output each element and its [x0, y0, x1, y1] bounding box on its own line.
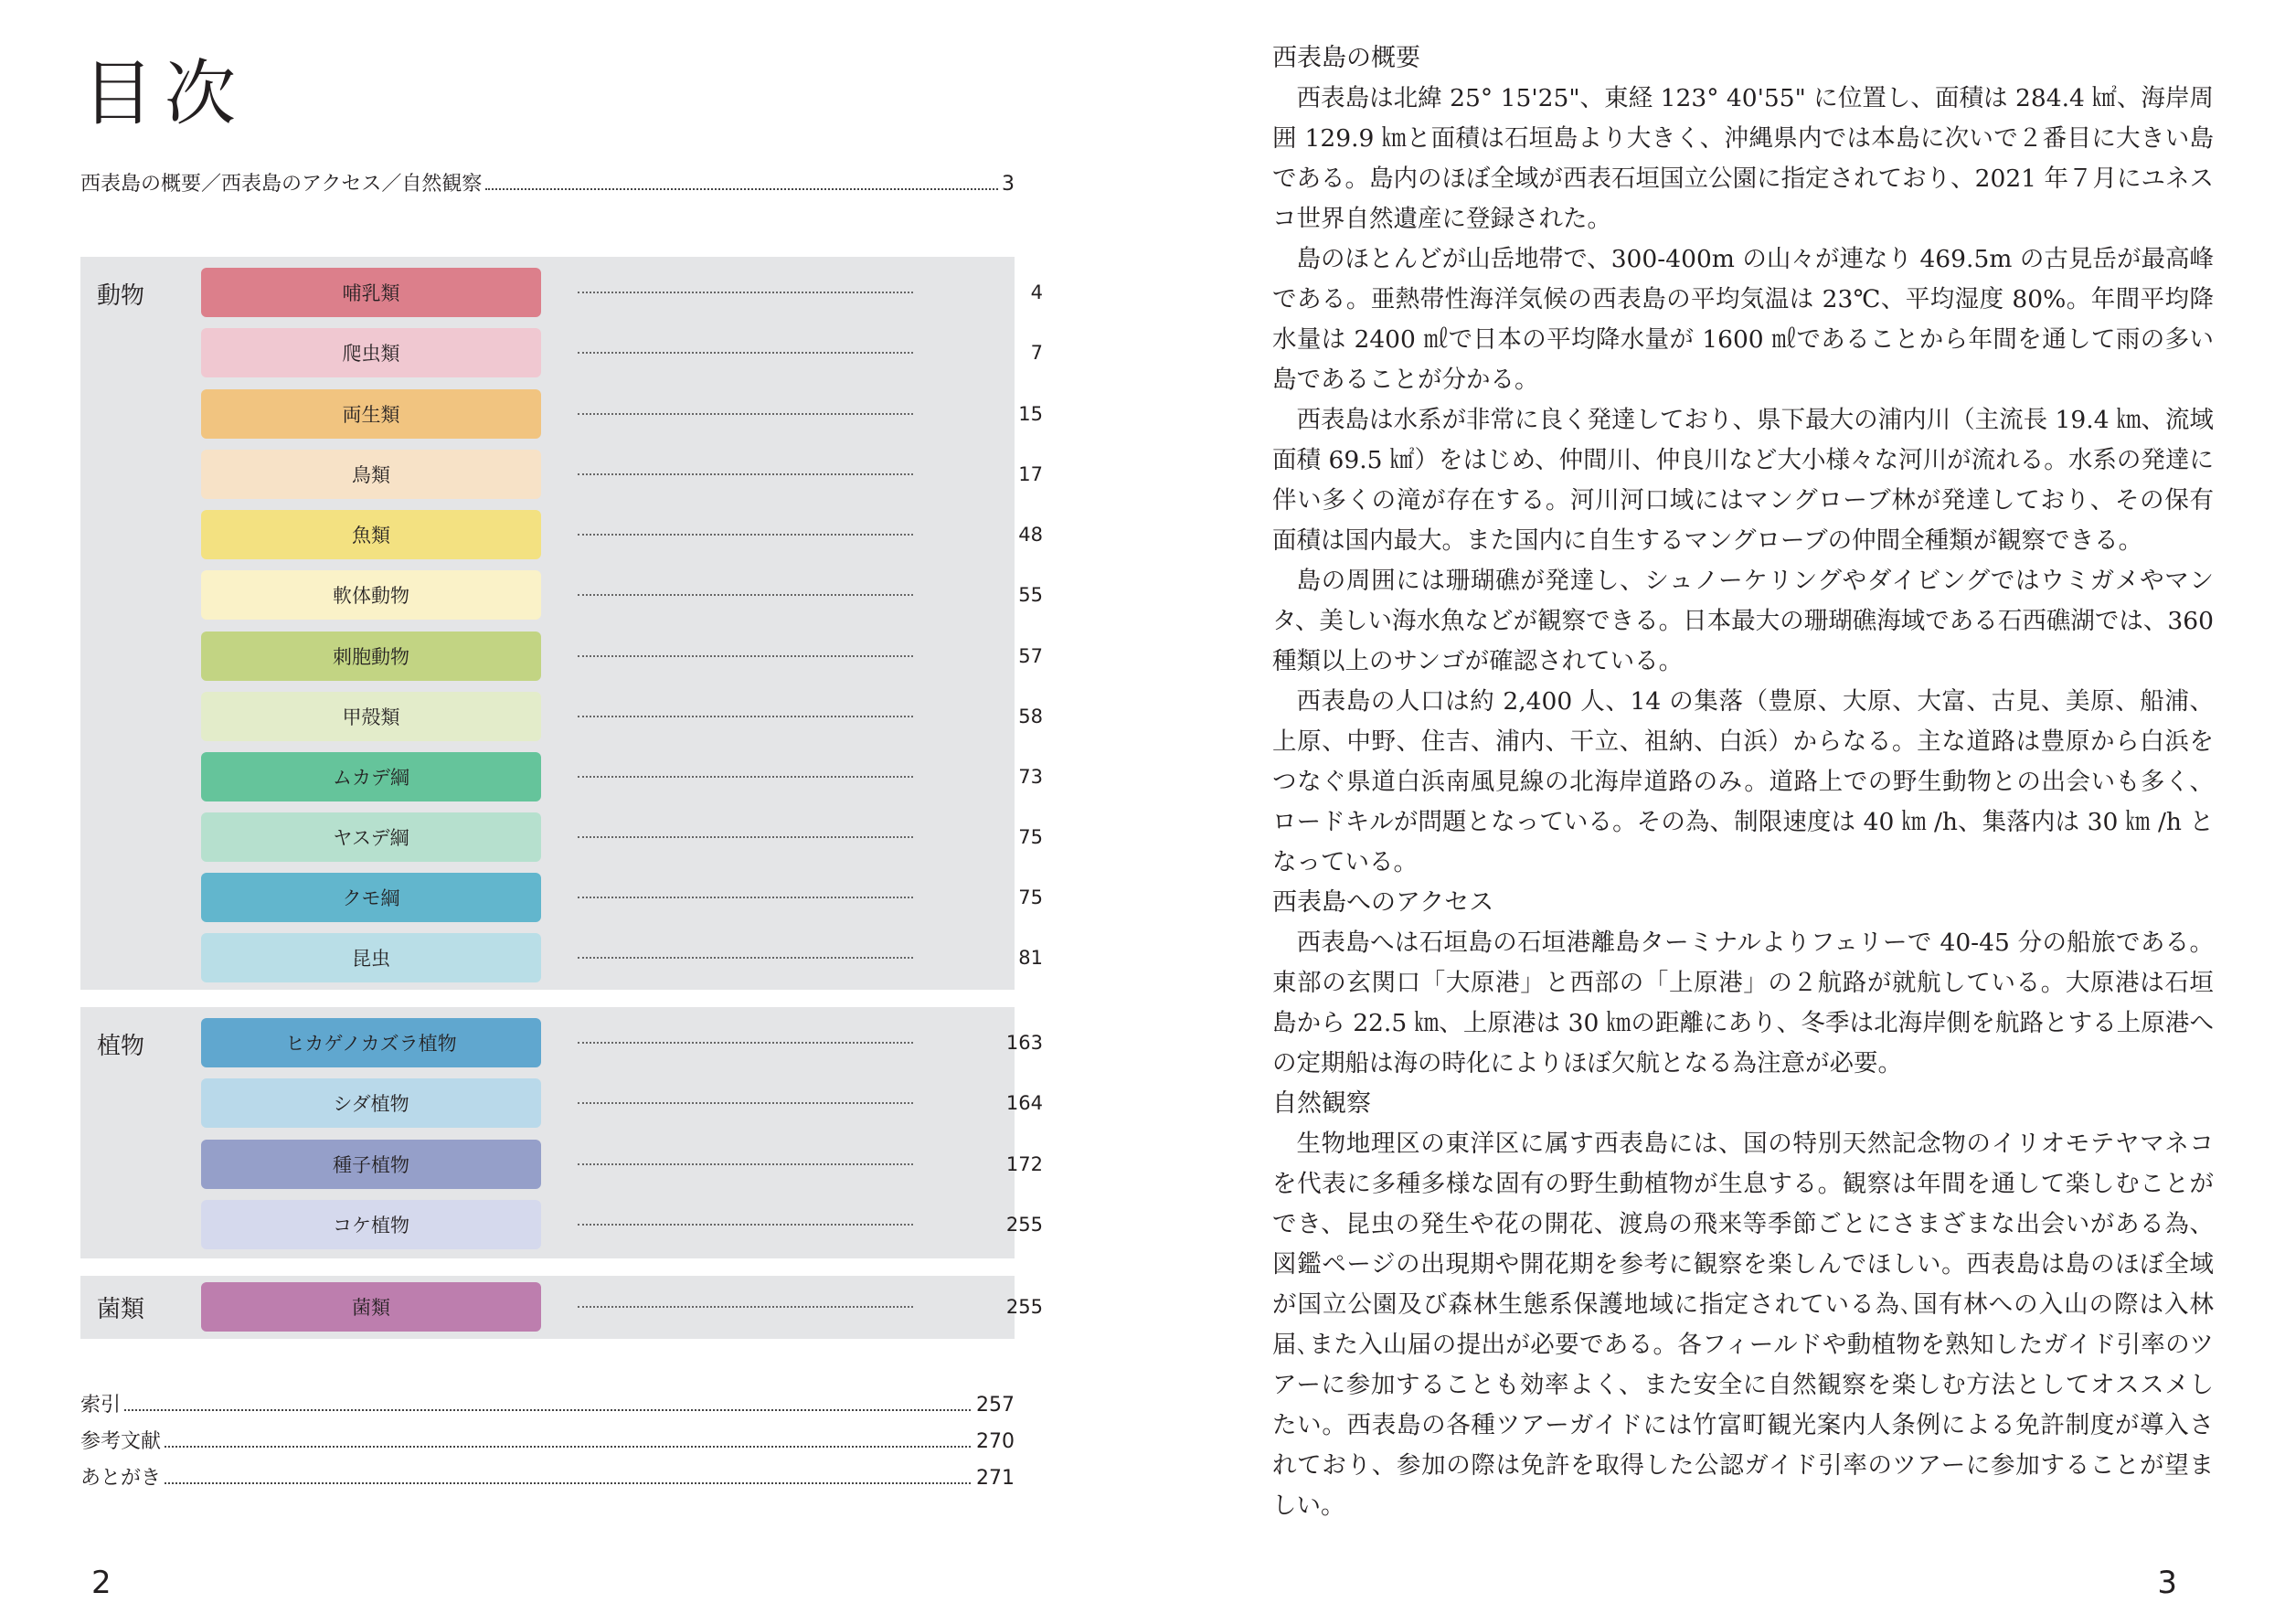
toc-row[interactable] [201, 1078, 1047, 1128]
section-heading-access: 西表島へのアクセス [1272, 888, 1494, 917]
dot-leader [578, 897, 913, 898]
dot-leader [578, 1042, 913, 1044]
page-number: 255 [1005, 1214, 1043, 1236]
page-number: 163 [1005, 1032, 1043, 1054]
group-label: 菌類 [97, 1296, 145, 1323]
toc-entry-references[interactable] [80, 1426, 1015, 1462]
toc-entry-label: あとがき [80, 1467, 162, 1490]
paragraph: 島の周囲には珊瑚礁が発達し、シュノーケリングやダイビングではウミガメやマンタ、美しい海水魚などが観察できる。日本最大の珊瑚礁海域である石西礁湖では、360 種類以上のサンゴが確認されている。 [1272, 567, 2214, 675]
page-number: 73 [1018, 766, 1043, 788]
category-chip[interactable]: 両生類 [201, 389, 541, 439]
paragraph: 西表島の人口は約 2,400 人、14 の集落（豊原、大原、大富、古見、美原、船浦、上原、中野、住吉、浦内、干立、祖納、白浜）からなる。主な道路は豊原から白浜をつなぐ県道白浜南風見線の北海岸道路のみ。道路上での野生動物との出会いも多く、ロードキルが問題となっている。その為、制限速度は 40 ㎞ /h、集落内は 30 ㎞ /h となっている。 [1272, 687, 2214, 876]
category-chip[interactable]: 軟体動物 [201, 570, 541, 620]
toc-group-plants [80, 1007, 1043, 1258]
dot-leader [485, 188, 998, 190]
page-number: 75 [1018, 826, 1043, 848]
dot-leader [578, 655, 913, 657]
group-label: 動物 [97, 282, 145, 310]
toc-row[interactable] [201, 389, 1047, 439]
toc-row[interactable] [201, 812, 1047, 862]
category-chip[interactable]: 種子植物 [201, 1140, 541, 1189]
toc-row[interactable] [201, 752, 1047, 801]
toc-entry-afterword[interactable] [80, 1462, 1015, 1499]
page-number: 58 [1018, 706, 1043, 727]
dot-leader [578, 1102, 913, 1104]
dot-leader [578, 776, 913, 778]
dot-leader [578, 836, 913, 838]
category-chip[interactable]: ヤスデ綱 [201, 812, 541, 862]
toc-entry-page: 3 [1002, 173, 1015, 196]
toc-row[interactable] [201, 1282, 1047, 1332]
category-chip[interactable]: 菌類 [201, 1282, 541, 1332]
category-chip[interactable]: クモ綱 [201, 873, 541, 922]
category-chip[interactable]: 甲殻類 [201, 692, 541, 741]
toc-group-fungi [80, 1276, 1043, 1339]
category-chip[interactable]: 昆虫 [201, 933, 541, 982]
toc-row[interactable] [201, 450, 1047, 499]
paragraph: 島のほとんどが山岳地帯で、300-400m の山々が連なり 469.5m の古見岳が最高峰である。亜熱帯性海洋気候の西表島の平均気温は 23℃、平均湿度 80%。年間平均降水量は 2400 ㎖で日本の平均降水量が 1600 ㎖であることから年間を通して雨の多い島であることが分かる。 [1272, 245, 2214, 394]
dot-leader [578, 1163, 913, 1165]
page-number: 15 [1018, 403, 1043, 425]
page-number: 255 [1005, 1296, 1043, 1318]
group-label: 植物 [97, 1033, 145, 1060]
toc-entry-page: 271 [976, 1467, 1015, 1490]
toc-row[interactable] [201, 933, 1047, 982]
page-number: 57 [1018, 645, 1043, 667]
category-chip[interactable]: 爬虫類 [201, 328, 541, 377]
page-number: 4 [1030, 281, 1043, 303]
section-heading-nature: 自然観察 [1272, 1089, 1371, 1118]
dot-leader [578, 352, 913, 354]
category-chip[interactable]: 刺胞動物 [201, 632, 541, 681]
dot-leader [578, 716, 913, 717]
page-number: 48 [1018, 524, 1043, 546]
toc-row[interactable] [201, 632, 1047, 681]
dot-leader [578, 1306, 913, 1308]
toc-row[interactable] [201, 510, 1047, 559]
dot-leader [578, 1224, 913, 1226]
dot-leader [578, 413, 913, 415]
toc-group-animals [80, 257, 1043, 990]
toc-row[interactable] [201, 692, 1047, 741]
toc-entry-index[interactable] [80, 1389, 1015, 1426]
page-number: 81 [1018, 947, 1043, 969]
page-number-right: 3 [2157, 1565, 2177, 1601]
toc-overview-entry[interactable] [80, 168, 1015, 196]
category-chip[interactable]: 魚類 [201, 510, 541, 559]
dot-leader [578, 534, 913, 536]
toc-entry-page: 270 [976, 1430, 1015, 1453]
toc-row[interactable] [201, 1140, 1047, 1189]
toc-entry-label: 西表島の概要／西表島のアクセス／自然観察 [80, 173, 483, 196]
back-matter [80, 1389, 1015, 1499]
page-number: 7 [1030, 342, 1043, 364]
paragraph: 西表島は水系が非常に良く発達しており、県下最大の浦内川（主流長 19.4 ㎞、流域面積 69.5 ㎢）をはじめ、仲間川、仲良川など大小様々な河川が流れる。水系の発達に伴い多くの滝が存在する。河川河口域にはマングローブ林が発達しており、その保有面積は国内最大。また国内に自生するマングローブの仲間全種類が観察できる。 [1272, 406, 2214, 555]
category-chip[interactable]: ヒカゲノカズラ植物 [201, 1018, 541, 1067]
toc-entry-page: 257 [976, 1394, 1015, 1417]
page-number: 172 [1005, 1153, 1043, 1175]
page-number: 75 [1018, 886, 1043, 908]
toc-entry-label: 参考文献 [80, 1430, 162, 1453]
category-chip[interactable]: ムカデ綱 [201, 752, 541, 801]
dot-leader [165, 1482, 971, 1484]
toc-row[interactable] [201, 1200, 1047, 1249]
page-number: 17 [1018, 463, 1043, 485]
dot-leader [124, 1409, 971, 1411]
toc-row[interactable] [201, 268, 1047, 317]
paragraph: 西表島へは石垣島の石垣港離島ターミナルよりフェリーで 40-45 分の船旅である。東部の玄関口「大原港」と西部の「上原港」の２航路が就航している。大原港は石垣島から 22.5 ㎞、上原港は 30 ㎞の距離にあり、冬季は北海岸側を航路とする上原港への定期船は海の時化によりほぼ欠航となる為注意が必要。 [1272, 929, 2214, 1077]
dot-leader [578, 957, 913, 959]
toc-row[interactable] [201, 570, 1047, 620]
page-number: 55 [1018, 584, 1043, 606]
dot-leader [578, 292, 913, 293]
right-page [1142, 0, 2285, 1624]
toc-entry-label: 索引 [80, 1394, 122, 1417]
article-body [1272, 38, 2214, 1526]
paragraph: 西表島は北緯 25° 15'25"、東経 123° 40'55" に位置し、面積は 284.4 ㎢、海岸周囲 129.9 ㎞と面積は石垣島より大きく、沖縄県内では本島に次いで２番目に大きい島である。島内のほぼ全域が西表石垣国立公園に指定されており、2021 年７月にユネスコ世界自然遺産に登録された。 [1272, 84, 2214, 233]
paragraph: 生物地理区の東洋区に属す西表島には、国の特別天然記念物のイリオモテヤマネコを代表に多種多様な固有の野生動植物が生息する。観察は年間を通して楽しむことができ、昆虫の発生や花の開花、渡鳥の飛来等季節ごとにさまざまな出会いがある為、図鑑ページの出現期や開花期を参考に観察を楽しんでほしい。西表島は島のほぼ全域が国立公園及び森林生態系保護地域に指定されている為､国有林への入山の際は入林届､また入山届の提出が必要である。各フィールドや動植物を熟知したガイド引率のツアーに参加することも効率よく、また安全に自然観察を楽しむ方法としてオススメしたい。西表島の各種ツアーガイドには竹富町観光案内人条例による免許制度が導入されており、参加の際は免許を取得した公認ガイド引率のツアーに参加することが望ましい。 [1272, 1130, 2214, 1520]
page-number-left: 2 [91, 1565, 112, 1601]
left-page [0, 0, 1142, 1624]
dot-leader [165, 1446, 971, 1448]
dot-leader [578, 473, 913, 475]
category-chip[interactable]: 鳥類 [201, 450, 541, 499]
category-chip[interactable]: コケ植物 [201, 1200, 541, 1249]
toc-row[interactable] [201, 328, 1047, 377]
page-number: 164 [1005, 1092, 1043, 1114]
category-chip[interactable]: シダ植物 [201, 1078, 541, 1128]
dot-leader [578, 594, 913, 596]
toc-row[interactable] [201, 873, 1047, 922]
section-heading-overview: 西表島の概要 [1272, 44, 1420, 72]
toc-row[interactable] [201, 1018, 1047, 1067]
toc-title: 目次 [82, 53, 248, 135]
category-chip[interactable]: 哺乳類 [201, 268, 541, 317]
